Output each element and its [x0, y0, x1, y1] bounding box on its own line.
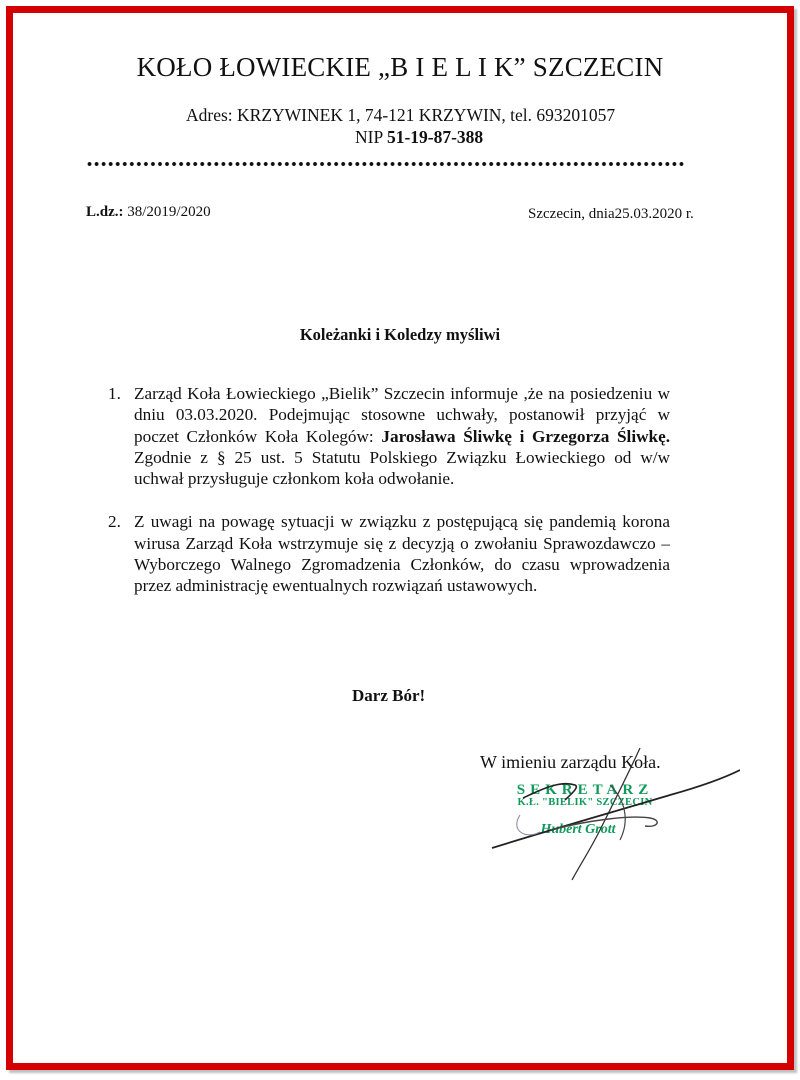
- announcement-item-2: [108, 511, 670, 596]
- handwritten-signature: [480, 740, 740, 890]
- organization-title: KOŁO ŁOWIECKIE „B I E L I K” SZCZECIN: [136, 52, 664, 82]
- item-text-start: Zarząd Koła Łowieckiego „Bielik” Szczecin informuje ,że na posiedzeniu w dniu 03.03.2020. Podejmując stosowne uchwały, postanowił przyjąć w poczet Członków Koła Kolegów:: [134, 384, 670, 446]
- item-names-bold: Jarosława Śliwkę i Grzegorza Śliwkę.: [381, 426, 670, 446]
- announcement-item-1: [108, 383, 670, 489]
- stamp-name: Hubert Grott: [540, 822, 616, 837]
- reference-number: [86, 204, 211, 221]
- organization-nip: [355, 127, 483, 148]
- stamp-role: SEKRETARZ: [516, 782, 654, 798]
- reference-label: L.dz.:: [86, 204, 124, 220]
- reference-value: 38/2019/2020: [127, 204, 211, 220]
- on-behalf-line: W imieniu zarządu Koła.: [480, 752, 661, 772]
- nip-value: 51-19-87-388: [386, 127, 484, 147]
- dotted-separator: [86, 160, 686, 168]
- nip-label: NIP: [355, 127, 383, 147]
- item-text: Z uwagi na powagę sytuacji w związku z postępującą się pandemią korona wirusa Zarząd Koła wstrzymuje się z decyzją o zwołaniu Sprawozdawczo – Wyborczego Walnego Zgromadzenia Członków, do czasu wprowadzenia przez administrację ewentualnych rozwiązań ustawowych.: [134, 512, 670, 596]
- closing-greeting: Darz Bór!: [352, 686, 426, 705]
- stamp-organization: K.Ł. "BIELIK" SZCZECIN: [517, 797, 653, 808]
- item-number: 1.: [108, 384, 121, 403]
- item-text-end: Zgodnie z § 25 ust. 5 Statutu Polskiego Związku Łowieckiego od w/w uchwał przysługuje członkom koła odwołanie.: [134, 447, 670, 489]
- announcement-list: [108, 383, 670, 619]
- salutation: Koleżanki i Koledzy myśliwi: [299, 325, 501, 344]
- item-number: 2.: [108, 512, 121, 532]
- organization-address: Adres: KRZYWINEK 1, 74-121 KRZYWIN, tel. 693201057: [186, 105, 616, 125]
- place-and-date: Szczecin, dnia25.03.2020 r.: [528, 206, 694, 222]
